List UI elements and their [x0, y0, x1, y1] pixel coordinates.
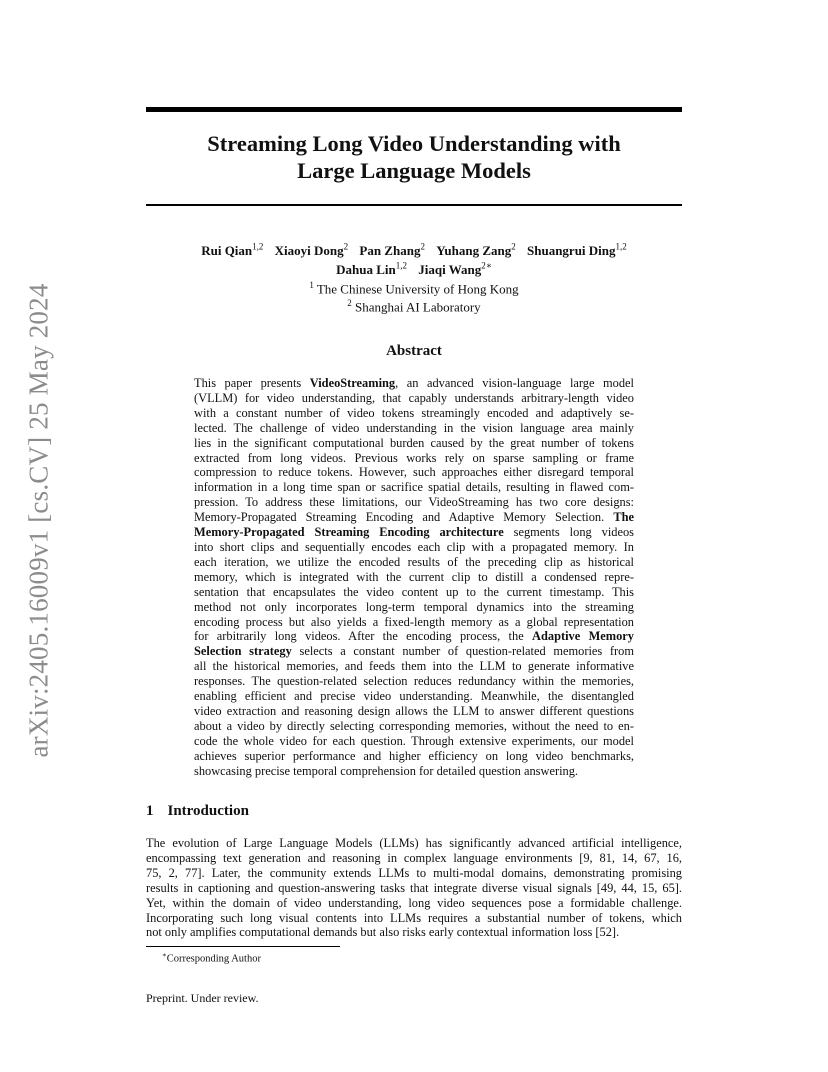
arxiv-identifier: [22, 280, 56, 760]
author-line-1: [146, 240, 682, 259]
section-number: 1: [146, 803, 154, 819]
abstract-line: compression to reduce tokens. However, such approaches either disregard temporal: [194, 465, 634, 480]
introduction-line: The evolution of Large Language Models (LLMs) has significantly advanced artificial intelligence,: [146, 836, 682, 850]
abstract-line: Memory-Propagated Streaming Encoding and Adaptive Memory Selection. The: [194, 510, 634, 525]
preprint-notice: Preprint. Under review.: [146, 991, 259, 1005]
abstract-line: responses. The question-related selection reduces redundancy within the memories,: [194, 674, 634, 689]
abstract-line: encoding process but also yields a fixed-length memory as a global representation: [194, 614, 634, 629]
abstract-line: lected. The challenge of video understanding in the vision language area mainly: [194, 420, 634, 435]
abstract-line: each iteration, we utilize the encoded results of the preceding clip as historical: [194, 554, 634, 569]
affiliation: $^2$ Shanghai AI Laboratory: [347, 298, 481, 315]
abstract-line: showcasing precise temporal comprehension for detailed question answering.: [194, 763, 578, 778]
abstract-line: with a constant number of video tokens streamingly encoded and adaptively se-: [194, 405, 634, 420]
abstract-line: code the whole video for each question. Through extensive experiments, our model: [194, 733, 634, 748]
abstract-line: Memory-Propagated Streaming Encoding architecture segments long videos: [194, 525, 634, 540]
introduction-line: 75, 2, 77]. Later, the community extends LLMs to multi-modal domains, demonstrating promising: [146, 865, 682, 880]
title-rule-top: [146, 107, 682, 112]
abstract-line: lies in the significant computational burden caused by the great number of tokens: [194, 435, 634, 450]
author-block: [146, 240, 682, 315]
author: Rui Qian$^{1,2}$: [201, 242, 264, 259]
abstract-heading: Abstract: [386, 343, 442, 359]
abstract-line: information in a long time span or sacrifice spatial details, resulting in flawed com-: [194, 480, 634, 495]
author: Yuhang Zang$^2$: [436, 242, 516, 259]
footnote-rule: [146, 946, 340, 947]
footnote: ∗Corresponding Author: [162, 951, 261, 965]
abstract-line: extracted from long videos. Previous works rely on sparse sampling or frame: [194, 450, 634, 465]
abstract-line: pression. To address these limitations, our VideoStreaming has two core designs:: [194, 495, 634, 510]
arxiv-identifier-text: arXiv:2405.16009v1 [cs.CV] 25 May 2024: [23, 282, 54, 758]
abstract-line: sentation that encapsulates the video content up to the current timestamp. This: [194, 584, 634, 599]
section-heading-introduction: [146, 803, 249, 820]
author-line-2: [146, 259, 682, 278]
introduction-line: Incorporating such long visual contents into LLMs requires a substantial number of tokens, which: [146, 910, 682, 925]
introduction-body: [146, 836, 682, 940]
author: Dahua Lin$^{1,2}$: [336, 260, 407, 278]
abstract-line: memory, which is integrated with the current clip to distill a condensed repre-: [194, 569, 634, 584]
paper-title: [146, 130, 682, 184]
abstract-line: video extraction and reasoning design allows the LLM to answer different questions: [194, 703, 634, 718]
affiliation: $^1$ The Chinese University of Hong Kong: [309, 279, 519, 296]
introduction-line: not only amplifies computational demands but also risks early contextual information loss [52].: [146, 925, 620, 940]
paper-title-line-2: Large Language Models: [297, 158, 531, 183]
abstract-line: all the historical memories, and feeds them into the LLM to generate informative: [194, 659, 634, 674]
introduction-line: encompassing text generation and reasoning in complex language environments [9, 81, 14, 67, 16,: [146, 850, 682, 865]
abstract-line: (VLLM) for video understanding, that capably understands arbitrary-length video: [194, 390, 634, 405]
abstract-line: into short clips and sequentially encodes each clip with a propagated memory. In: [194, 539, 634, 554]
introduction-line: results in captioning and question-answering tasks that integrate diverse visual signals [49, 44, 15, 65].: [146, 880, 682, 895]
abstract-line: Selection strategy selects a constant number of question-related memories from: [194, 644, 634, 659]
section-title: Introduction: [167, 803, 249, 819]
paper-title-line-1: Streaming Long Video Understanding with: [207, 131, 621, 156]
author: Pan Zhang$^2$: [359, 242, 425, 259]
abstract-line: for arbitrarily long videos. After the encoding process, the Adaptive Memory: [194, 629, 634, 644]
abstract-line: This paper presents VideoStreaming, an advanced vision-language large model: [194, 376, 634, 390]
author: Jiaqi Wang$^{2∗}$: [418, 260, 492, 278]
title-rule-bottom: [146, 204, 682, 206]
author: Shuangrui Ding$^{1,2}$: [527, 242, 627, 259]
abstract-line: achieves superior performance and higher efficiency on long video benchmarks,: [194, 748, 634, 763]
abstract-line: enabling efficient and precise video understanding. Meanwhile, the disentangled: [194, 689, 634, 704]
abstract-line: about a video by directly selecting corresponding memories, without the need to en-: [194, 718, 634, 733]
abstract-body: [194, 376, 634, 778]
introduction-line: Yet, within the domain of video understanding, long video sequences pose a formidable challenge.: [146, 895, 682, 910]
author: Xiaoyi Dong$^2$: [274, 242, 349, 259]
abstract-line: method not only incorporates long-term temporal dynamics into the streaming: [194, 599, 634, 614]
